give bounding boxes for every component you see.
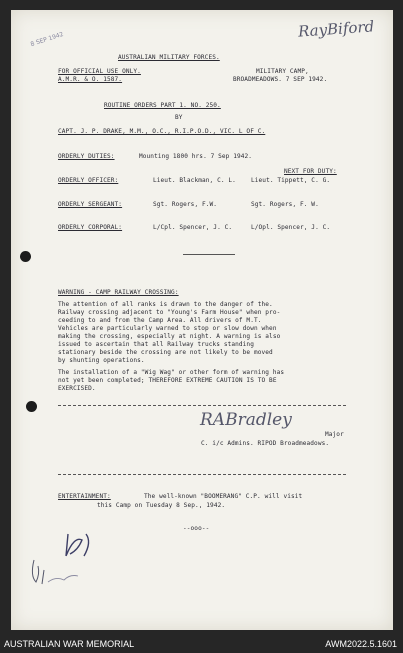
routine-orders-heading: ROUTINE ORDERS PART 1. NO. 250. — [104, 102, 221, 109]
section-divider-short — [183, 254, 235, 255]
orderly-duties-value: Mounting 1800 hrs. 7 Sep 1942. — [139, 153, 253, 160]
warning-line: The attention of all ranks is drawn to the danger of the. — [58, 301, 273, 308]
end-mark: --ooo-- — [183, 525, 210, 532]
warning-line: The installation of a "Wig Wag" or other form of warning has — [58, 369, 285, 376]
orderly-sergeant-label: ORDERLY SERGEANT: — [58, 201, 123, 208]
orderly-sergeant-current: Sgt. Rogers, F.W. — [153, 201, 218, 208]
orderly-duties-label: ORDERLY DUTIES: — [58, 153, 115, 160]
punch-hole-top — [20, 251, 31, 262]
punch-hole-bottom — [26, 401, 37, 412]
orderly-corporal-current: L/Cpl. Spencer, J. C. — [153, 224, 233, 231]
warning-line: not yet been completed; THEREFORE EXTREME CAUTION IS TO BE — [58, 377, 277, 384]
warning-line: EXERCISED. — [58, 385, 96, 392]
entertainment-line-2: this Camp on Tuesday 8 Sep., 1942. — [97, 502, 226, 509]
orderly-corporal-next: L/Opl. Spencer, J. C. — [251, 224, 331, 231]
next-for-duty-label: NEXT FOR DUTY: — [284, 168, 337, 175]
signature-position: C. i/c Admins. RIPOD Broadmeadows. — [201, 440, 330, 447]
date-stamp: 8 SEP 1942 — [29, 30, 65, 49]
camp-label: MILITARY CAMP, — [256, 68, 309, 75]
by-label: BY — [175, 114, 183, 121]
orderly-officer-current: Lieut. Blackman, C. L. — [153, 177, 236, 184]
warning-line: by shunting operations. — [58, 357, 145, 364]
signature-handwritten: RABradley — [200, 410, 292, 430]
signature-rank: Major — [325, 431, 344, 438]
amr-reference: A.M.R. & O. 1587. — [58, 76, 123, 83]
location-date: BROADMEADOWS. 7 SEP 1942. — [233, 76, 328, 83]
entertainment-label: ENTERTAINMENT: — [58, 493, 111, 500]
entertainment-line-1: The well-known "BOOMERANG" C.P. will visit — [144, 493, 303, 500]
document-title: AUSTRALIAN MILITARY FORCES. — [118, 54, 220, 61]
orderly-corporal-label: ORDERLY CORPORAL: — [58, 224, 123, 231]
warning-line: issued to ascertain that all Railway trucks standing — [58, 341, 254, 348]
warning-line: ceeding to and from the Camp Area. All drivers of M.T. — [58, 317, 262, 324]
section-divider-long — [58, 405, 346, 406]
section-divider-lower — [58, 474, 346, 475]
official-use-label: FOR OFFICIAL USE ONLY. — [58, 68, 141, 75]
orderly-sergeant-next: Sgt. Rogers, F. W. — [251, 201, 319, 208]
warning-line: making the crossing, especially at night. A warning is also — [58, 333, 281, 340]
handwritten-note-top: RayBiford — [297, 17, 375, 41]
commander-line: CAPT. J. P. DRAKE, M.M., O.C., R.I.P.O.D., VIC. L OF C. — [58, 128, 266, 135]
footer-accession: AWM2022.5.1601 — [325, 639, 397, 649]
warning-line: Railway crossing adjacent to "Young's Farm House" when pro- — [58, 309, 281, 316]
warning-line: stationary beside the crossing are not likely to be moved — [58, 349, 273, 356]
footer-credit: AUSTRALIAN WAR MEMORIAL — [4, 639, 135, 649]
warning-heading: WARNING - CAMP RAILWAY CROSSING: — [58, 289, 179, 296]
orderly-officer-next: Lieut. Tippett, C. G. — [251, 177, 331, 184]
orderly-officer-label: ORDERLY OFFICER: — [58, 177, 119, 184]
handwritten-initials — [26, 526, 106, 596]
warning-line: Vehicles are particularly warned to stop or slow down when — [58, 325, 277, 332]
